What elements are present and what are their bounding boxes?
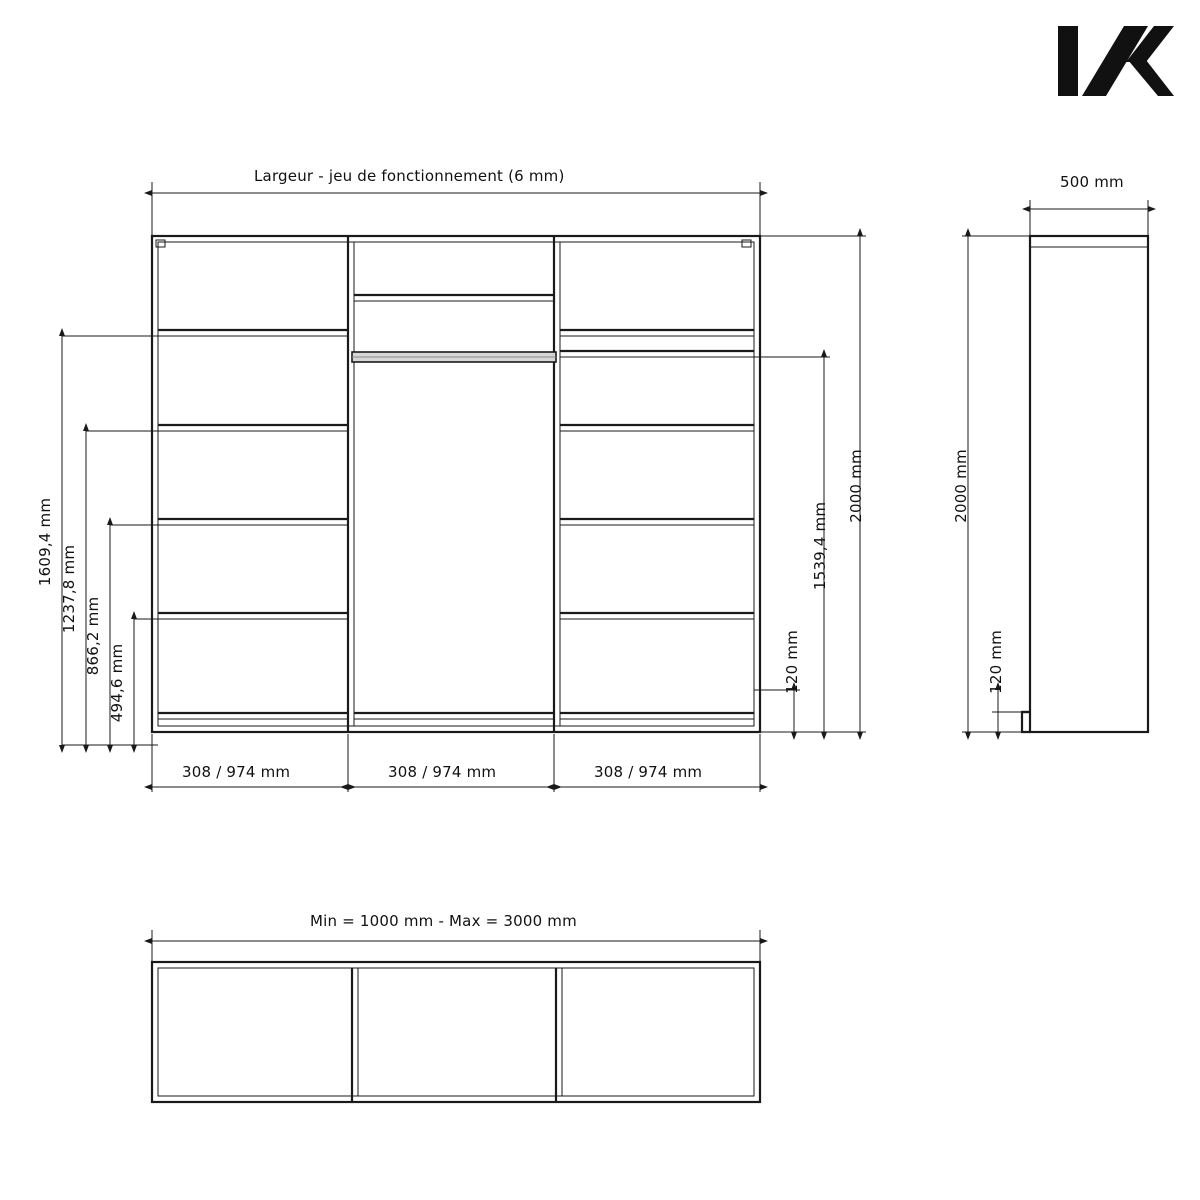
center-column-elements bbox=[352, 295, 556, 719]
plan-range-label: Min = 1000 mm - Max = 3000 mm bbox=[310, 912, 577, 930]
plan-view-group bbox=[152, 930, 760, 1102]
front-carcass-inner bbox=[158, 242, 754, 726]
left-dimension-2: 1237,8 mm bbox=[60, 544, 78, 634]
left-dimension-3: 866,2 mm bbox=[84, 596, 102, 676]
left-column-shelves bbox=[158, 330, 348, 719]
front-width-label: Largeur - jeu de fonctionnement (6 mm) bbox=[254, 167, 565, 185]
brand-logo-k-icon bbox=[1058, 22, 1174, 100]
bottom-dimension-col1: 308 / 974 mm bbox=[182, 763, 291, 781]
side-depth-dimension bbox=[1030, 200, 1148, 238]
bottom-dimension-col2: 308 / 974 mm bbox=[388, 763, 497, 781]
front-view-group bbox=[62, 182, 866, 792]
corner-mark-left bbox=[156, 240, 165, 247]
bottom-dimension-col3: 308 / 974 mm bbox=[594, 763, 703, 781]
corner-mark-right bbox=[742, 240, 751, 247]
side-plinth-label: 120 mm bbox=[987, 630, 1005, 694]
side-panel-outline bbox=[1030, 236, 1148, 732]
right-dimension-120: 120 mm bbox=[783, 630, 801, 694]
left-dimension-1: 1609,4 mm bbox=[36, 497, 54, 587]
side-plinth-notch bbox=[1022, 712, 1030, 732]
front-carcass-outline bbox=[152, 236, 760, 732]
right-dimension-2000: 2000 mm bbox=[847, 449, 865, 523]
left-dimension-4: 494,6 mm bbox=[108, 643, 126, 723]
plan-outline bbox=[152, 962, 760, 1102]
side-depth-label: 500 mm bbox=[1060, 173, 1124, 191]
right-dimension-1539: 1539,4 mm bbox=[811, 501, 829, 591]
front-width-dimension bbox=[152, 182, 760, 238]
side-height-label: 2000 mm bbox=[952, 449, 970, 523]
right-column-shelves bbox=[560, 330, 754, 719]
plan-width-dimension bbox=[152, 930, 760, 964]
plan-inner-outline bbox=[158, 968, 754, 1096]
